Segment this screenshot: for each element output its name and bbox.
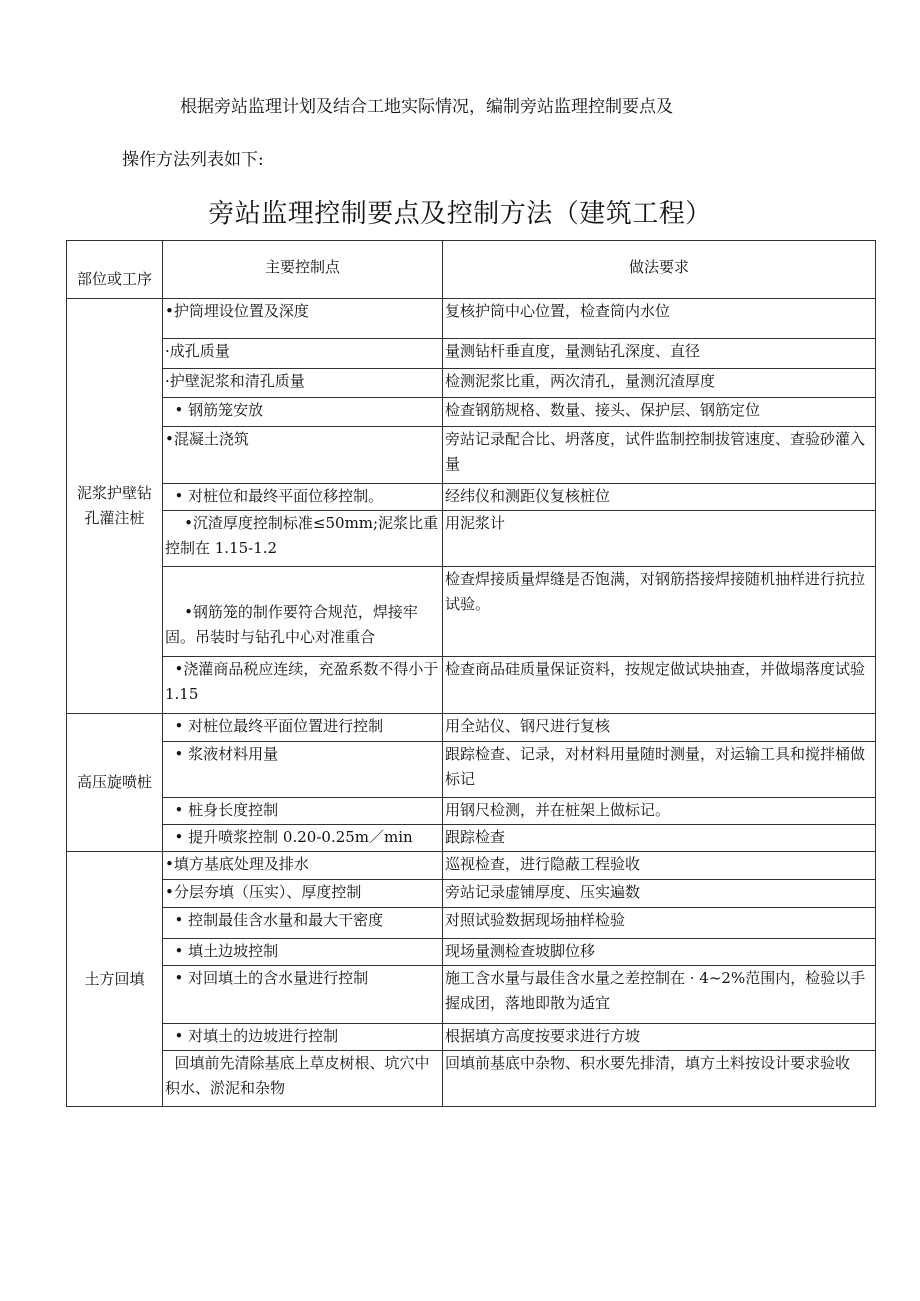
method-requirement: 用钢尺检测，并在桩架上做标记。 — [443, 798, 876, 825]
table-row — [67, 484, 876, 511]
control-point: • 填土边坡控制 — [163, 939, 443, 966]
control-point: •浇灌商品税应连续，充盈系数不得小于 1.15 — [163, 657, 443, 714]
method-requirement: 旁站记录配合比、坍落度，试件监制控制拔管速度、查验砂灌入量 — [443, 427, 876, 484]
header-control: 主要控制点 — [163, 241, 443, 299]
header-method: 做法要求 — [443, 241, 876, 299]
header-row — [67, 241, 876, 299]
control-point: •分层夯填（压实）、厚度控制 — [163, 880, 443, 908]
method-requirement: 量测钻杆垂直度，量测钻孔深度、直径 — [443, 339, 876, 369]
control-point: •沉渣厚度控制标准≤50mm;泥浆比重控制在 1.15-1.2 — [163, 511, 443, 567]
table-row — [67, 908, 876, 939]
control-point: • 桩身长度控制 — [163, 798, 443, 825]
control-point: • 对桩位最终平面位置进行控制 — [163, 714, 443, 742]
table-row — [67, 825, 876, 852]
table-row — [67, 714, 876, 742]
control-table — [66, 240, 876, 1107]
method-requirement: 检查钢筋规格、数量、接头、保护层、钢筋定位 — [443, 398, 876, 427]
intro-line-1: 根据旁站监理计划及结合工地实际情况，编制旁站监理控制要点及 — [180, 97, 673, 117]
table-row — [67, 398, 876, 427]
method-requirement: 用泥浆计 — [443, 511, 876, 567]
group-name: 高压旋喷桩 — [67, 714, 163, 852]
table-row — [67, 339, 876, 369]
table-row — [67, 852, 876, 880]
table-row — [67, 1024, 876, 1051]
table-row — [67, 742, 876, 798]
method-requirement: 检查焊接质量焊缝是否饱满，对钢筋搭接焊接随机抽样进行抗拉试验。 — [443, 567, 876, 657]
control-point: •混凝土浇筑 — [163, 427, 443, 484]
intro-line-2: 操作方法列表如下: — [122, 150, 264, 170]
method-requirement: 用全站仪、钢尺进行复核 — [443, 714, 876, 742]
table-row — [67, 1051, 876, 1107]
control-point: • 提升喷浆控制 0.20-0.25m／min — [163, 825, 443, 852]
method-requirement: 跟踪检查 — [443, 825, 876, 852]
method-requirement: 对照试验数据现场抽样检验 — [443, 908, 876, 939]
method-requirement: 跟踪检查、记录，对材料用量随时测量，对运输工具和搅拌桶做标记 — [443, 742, 876, 798]
control-point: • 钢筋笼安放 — [163, 398, 443, 427]
method-requirement: 回填前基底中杂物、积水要先排清，填方土料按设计要求验收 — [443, 1051, 876, 1107]
table-row — [67, 427, 876, 484]
page-title: 旁站监理控制要点及控制方法（建筑工程） — [208, 199, 712, 229]
control-point: • 浆液材料用量 — [163, 742, 443, 798]
method-requirement: 经纬仪和测距仪复核桩位 — [443, 484, 876, 511]
method-requirement: 现场量测检查坡脚位移 — [443, 939, 876, 966]
control-point: ·护壁泥浆和清孔质量 — [163, 369, 443, 398]
header-part: 部位或工序 — [67, 241, 163, 299]
control-point: •护筒埋设位置及深度 — [163, 299, 443, 339]
table-row — [67, 369, 876, 398]
control-point: •填方基底处理及排水 — [163, 852, 443, 880]
control-point: ·成孔质量 — [163, 339, 443, 369]
table-row — [67, 567, 876, 657]
method-requirement: 根据填方高度按要求进行方坡 — [443, 1024, 876, 1051]
table-row — [67, 511, 876, 567]
table-row — [67, 880, 876, 908]
method-requirement: 旁站记录虚铺厚度、压实遍数 — [443, 880, 876, 908]
group-name: 土方回填 — [67, 852, 163, 1107]
control-point: • 对桩位和最终平面位移控制。 — [163, 484, 443, 511]
table-row — [67, 657, 876, 714]
table-row — [67, 798, 876, 825]
method-requirement: 巡视检查，进行隐蔽工程验收 — [443, 852, 876, 880]
table-row — [67, 299, 876, 339]
control-point: • 对填土的边坡进行控制 — [163, 1024, 443, 1051]
table-row — [67, 966, 876, 1024]
table-row — [67, 939, 876, 966]
control-point: • 控制最佳含水量和最大干密度 — [163, 908, 443, 939]
control-point: 回填前先清除基底上草皮树根、坑穴中积水、淤泥和杂物 — [163, 1051, 443, 1107]
method-requirement: 检测泥浆比重，两次清孔，量测沉渣厚度 — [443, 369, 876, 398]
method-requirement: 检查商品硅质量保证资料，按规定做试块抽查，并做塌落度试验 — [443, 657, 876, 714]
method-requirement: 复核护筒中心位置，检查筒内水位 — [443, 299, 876, 339]
group-name: 泥浆护壁钻孔灌注桩 — [67, 299, 163, 714]
method-requirement: 施工含水量与最佳含水量之差控制在 · 4~2%范围内，检验以手握成团，落地即散为适宜 — [443, 966, 876, 1024]
control-point: •钢筋笼的制作要符合规范，焊接牢固。吊装时与钻孔中心对准重合 — [163, 567, 443, 657]
control-point: • 对回填土的含水量进行控制 — [163, 966, 443, 1024]
